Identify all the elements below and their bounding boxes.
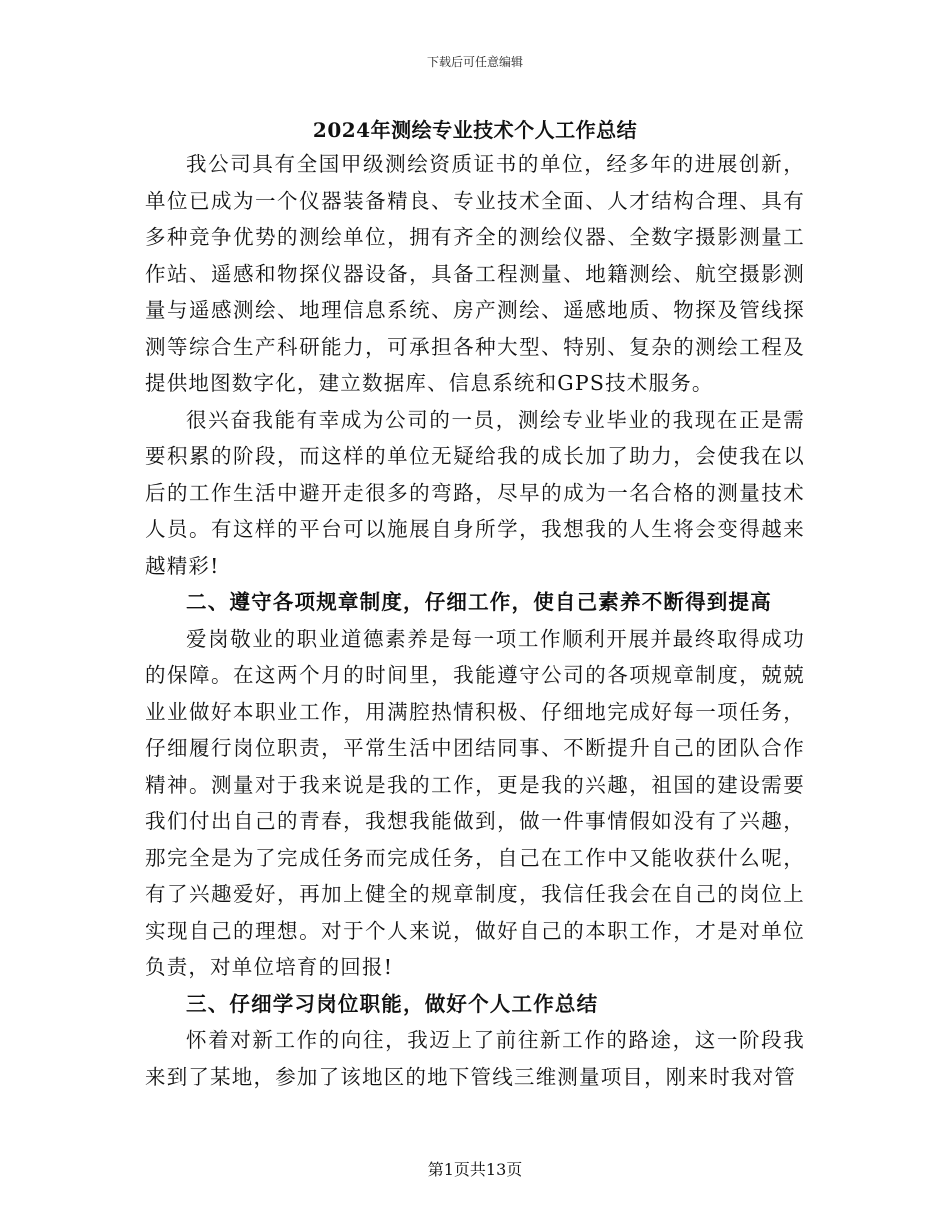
header-note: 下载后可任意编辑 (426, 55, 523, 69)
paragraph-company-intro: 我公司具有全国甲级测绘资质证书的单位，经多年的进展创新，单位已成为一个仪器装备精良、专业技术全面、人才结构合理、具有多种竞争优势的测绘单位，拥有齐全的测绘仪器、全数字摄影测量工作站、遥感和物探仪器设备，具备工程测量、地籍测绘、航空摄影测量与遥感测绘、地理信息系统、房产测绘、遥感地质、物探及管线探测等综合生产科研能力，可承担各种大型、特别、复杂的测绘工程及提供地图数字化，建立数据库、信息系统和GPS技术服务。 (145, 152, 805, 395)
section-heading-2: 二、遵守各项规章制度，仔细工作，使自己素养不断得到提高 (186, 590, 772, 614)
page-footer: 第1页共13页 (427, 1160, 523, 1179)
paragraph-joining: 很兴奋我能有幸成为公司的一员，测绘专业毕业的我现在正是需要积累的阶段，而这样的单位无疑给我的成长加了助力，会使我在以后的工作生活中避开走很多的弯路，尽早的成为一名合格的测量技术人员。有这样的平台可以施展自身所学，我想我的人生将会变得越来越精彩! (145, 407, 805, 578)
document-body (145, 146, 805, 1095)
section-heading-3: 三、仔细学习岗位职能，做好个人工作总结 (186, 991, 599, 1016)
paragraph-new-work: 怀着对新工作的向往，我迈上了前往新工作的路途，这一阶段我来到了某地，参加了该地区的地下管线三维测量项目，刚来时我对管 (145, 1028, 805, 1089)
document-title: 2024年测绘专业技术个人工作总结 (312, 118, 638, 142)
paragraph-work-ethics: 爱岗敬业的职业道德素养是每一项工作顺利开展并最终取得成功的保障。在这两个月的时间里，我能遵守公司的各项规章制度，兢兢业业做好本职业工作，用满腔热情积极、仔细地完成好每一项任务，仔细履行岗位职责，平常生活中团结同事、不断提升自己的团队合作精神。测量对于我来说是我的工作，更是我的兴趣，祖国的建设需要我们付出自己的青春，我想我能做到，做一件事情假如没有了兴趣，那完全是为了完成任务而完成任务，自己在工作中又能收获什么呢，有了兴趣爱好，再加上健全的规章制度，我信任我会在自己的岗位上实现自己的理想。对于个人来说，做好自己的本职工作，才是对单位负责，对单位培育的回报! (145, 626, 805, 979)
